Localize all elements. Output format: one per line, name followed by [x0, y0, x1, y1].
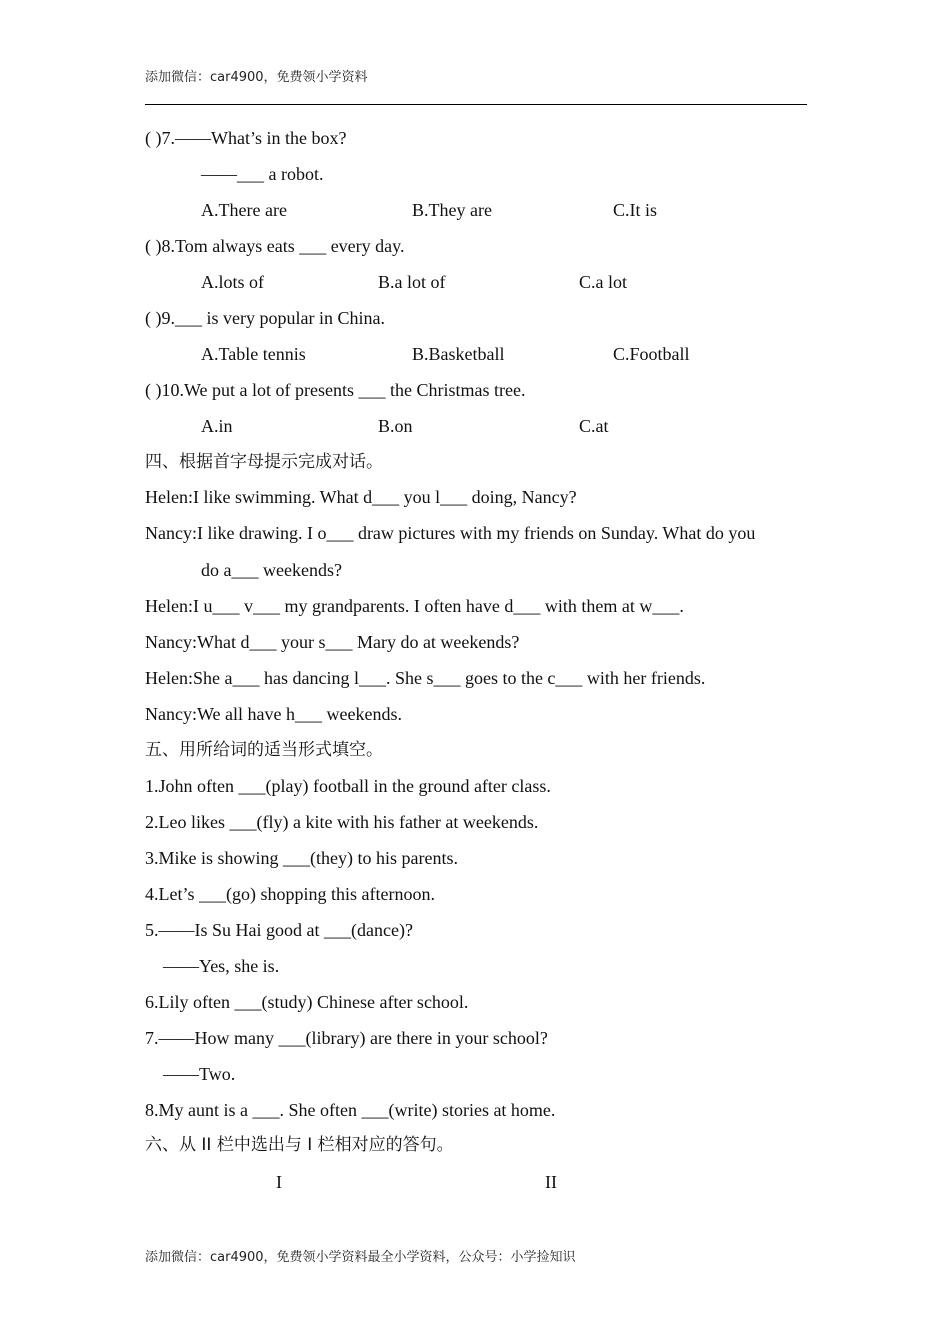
section6-title: 六、从 II 栏中选出与 I 栏相对应的答句。: [145, 1135, 454, 1155]
dialogue-line: Helen:She a___ has dancing l___. She s___ goes to the c___ with her friends.: [145, 668, 706, 688]
page-footer: 添加微信：car4900，免费领小学资料最全小学资料，公众号：小学捡知识: [145, 1250, 576, 1265]
q9-option-c: C.Football: [613, 344, 690, 364]
column-one-heading: I: [276, 1172, 282, 1192]
column-two-heading: II: [545, 1172, 557, 1192]
page-header: 添加微信：car4900，免费领小学资料: [145, 70, 368, 85]
section4-title: 四、根据首字母提示完成对话。: [145, 452, 383, 472]
exercise-line: ——Yes, she is.: [163, 956, 280, 976]
exercise-line: 6.Lily often ___(study) Chinese after school.: [145, 992, 469, 1012]
exercise-line: ——Two.: [163, 1064, 236, 1084]
q7-option-a: A.There are: [201, 200, 287, 220]
dialogue-line: Nancy:What d___ your s___ Mary do at weekends?: [145, 632, 520, 652]
q7-stem-answer: ——___ a robot.: [201, 164, 324, 184]
q9-stem: ( )9.___ is very popular in China.: [145, 308, 385, 328]
dialogue-line: Nancy:We all have h___ weekends.: [145, 704, 402, 724]
q7-option-c: C.It is: [613, 200, 658, 220]
q8-option-a: A.lots of: [201, 272, 264, 292]
exercise-line: 1.John often ___(play) football in the ground after class.: [145, 776, 551, 796]
exercise-line: 7.——How many ___(library) are there in your school?: [145, 1028, 548, 1048]
q8-option-b: B.a lot of: [378, 272, 446, 292]
dialogue-line: Helen:I like swimming. What d___ you l___ doing, Nancy?: [145, 487, 577, 507]
section5-title: 五、用所给词的适当形式填空。: [145, 740, 383, 760]
exercise-line: 4.Let’s ___(go) shopping this afternoon.: [145, 884, 435, 904]
exercise-line: 5.——Is Su Hai good at ___(dance)?: [145, 920, 413, 940]
q7-option-b: B.They are: [412, 200, 492, 220]
q10-option-b: B.on: [378, 416, 413, 436]
exercise-line: 8.My aunt is a ___. She often ___(write) stories at home.: [145, 1100, 556, 1120]
q10-option-c: C.at: [579, 416, 609, 436]
dialogue-line: Nancy:I like drawing. I o___ draw pictures with my friends on Sunday. What do you: [145, 523, 756, 543]
q10-option-a: A.in: [201, 416, 233, 436]
q10-stem: ( )10.We put a lot of presents ___ the Christmas tree.: [145, 380, 526, 400]
q9-option-b: B.Basketball: [412, 344, 505, 364]
header-rule: [145, 104, 807, 105]
dialogue-line: do a___ weekends?: [201, 560, 342, 580]
q7-stem: ( )7.——What’s in the box?: [145, 128, 347, 148]
exercise-line: 3.Mike is showing ___(they) to his parents.: [145, 848, 458, 868]
q8-option-c: C.a lot: [579, 272, 627, 292]
exercise-line: 2.Leo likes ___(fly) a kite with his father at weekends.: [145, 812, 539, 832]
dialogue-line: Helen:I u___ v___ my grandparents. I often have d___ with them at w___.: [145, 596, 684, 616]
q8-stem: ( )8.Tom always eats ___ every day.: [145, 236, 405, 256]
q9-option-a: A.Table tennis: [201, 344, 306, 364]
